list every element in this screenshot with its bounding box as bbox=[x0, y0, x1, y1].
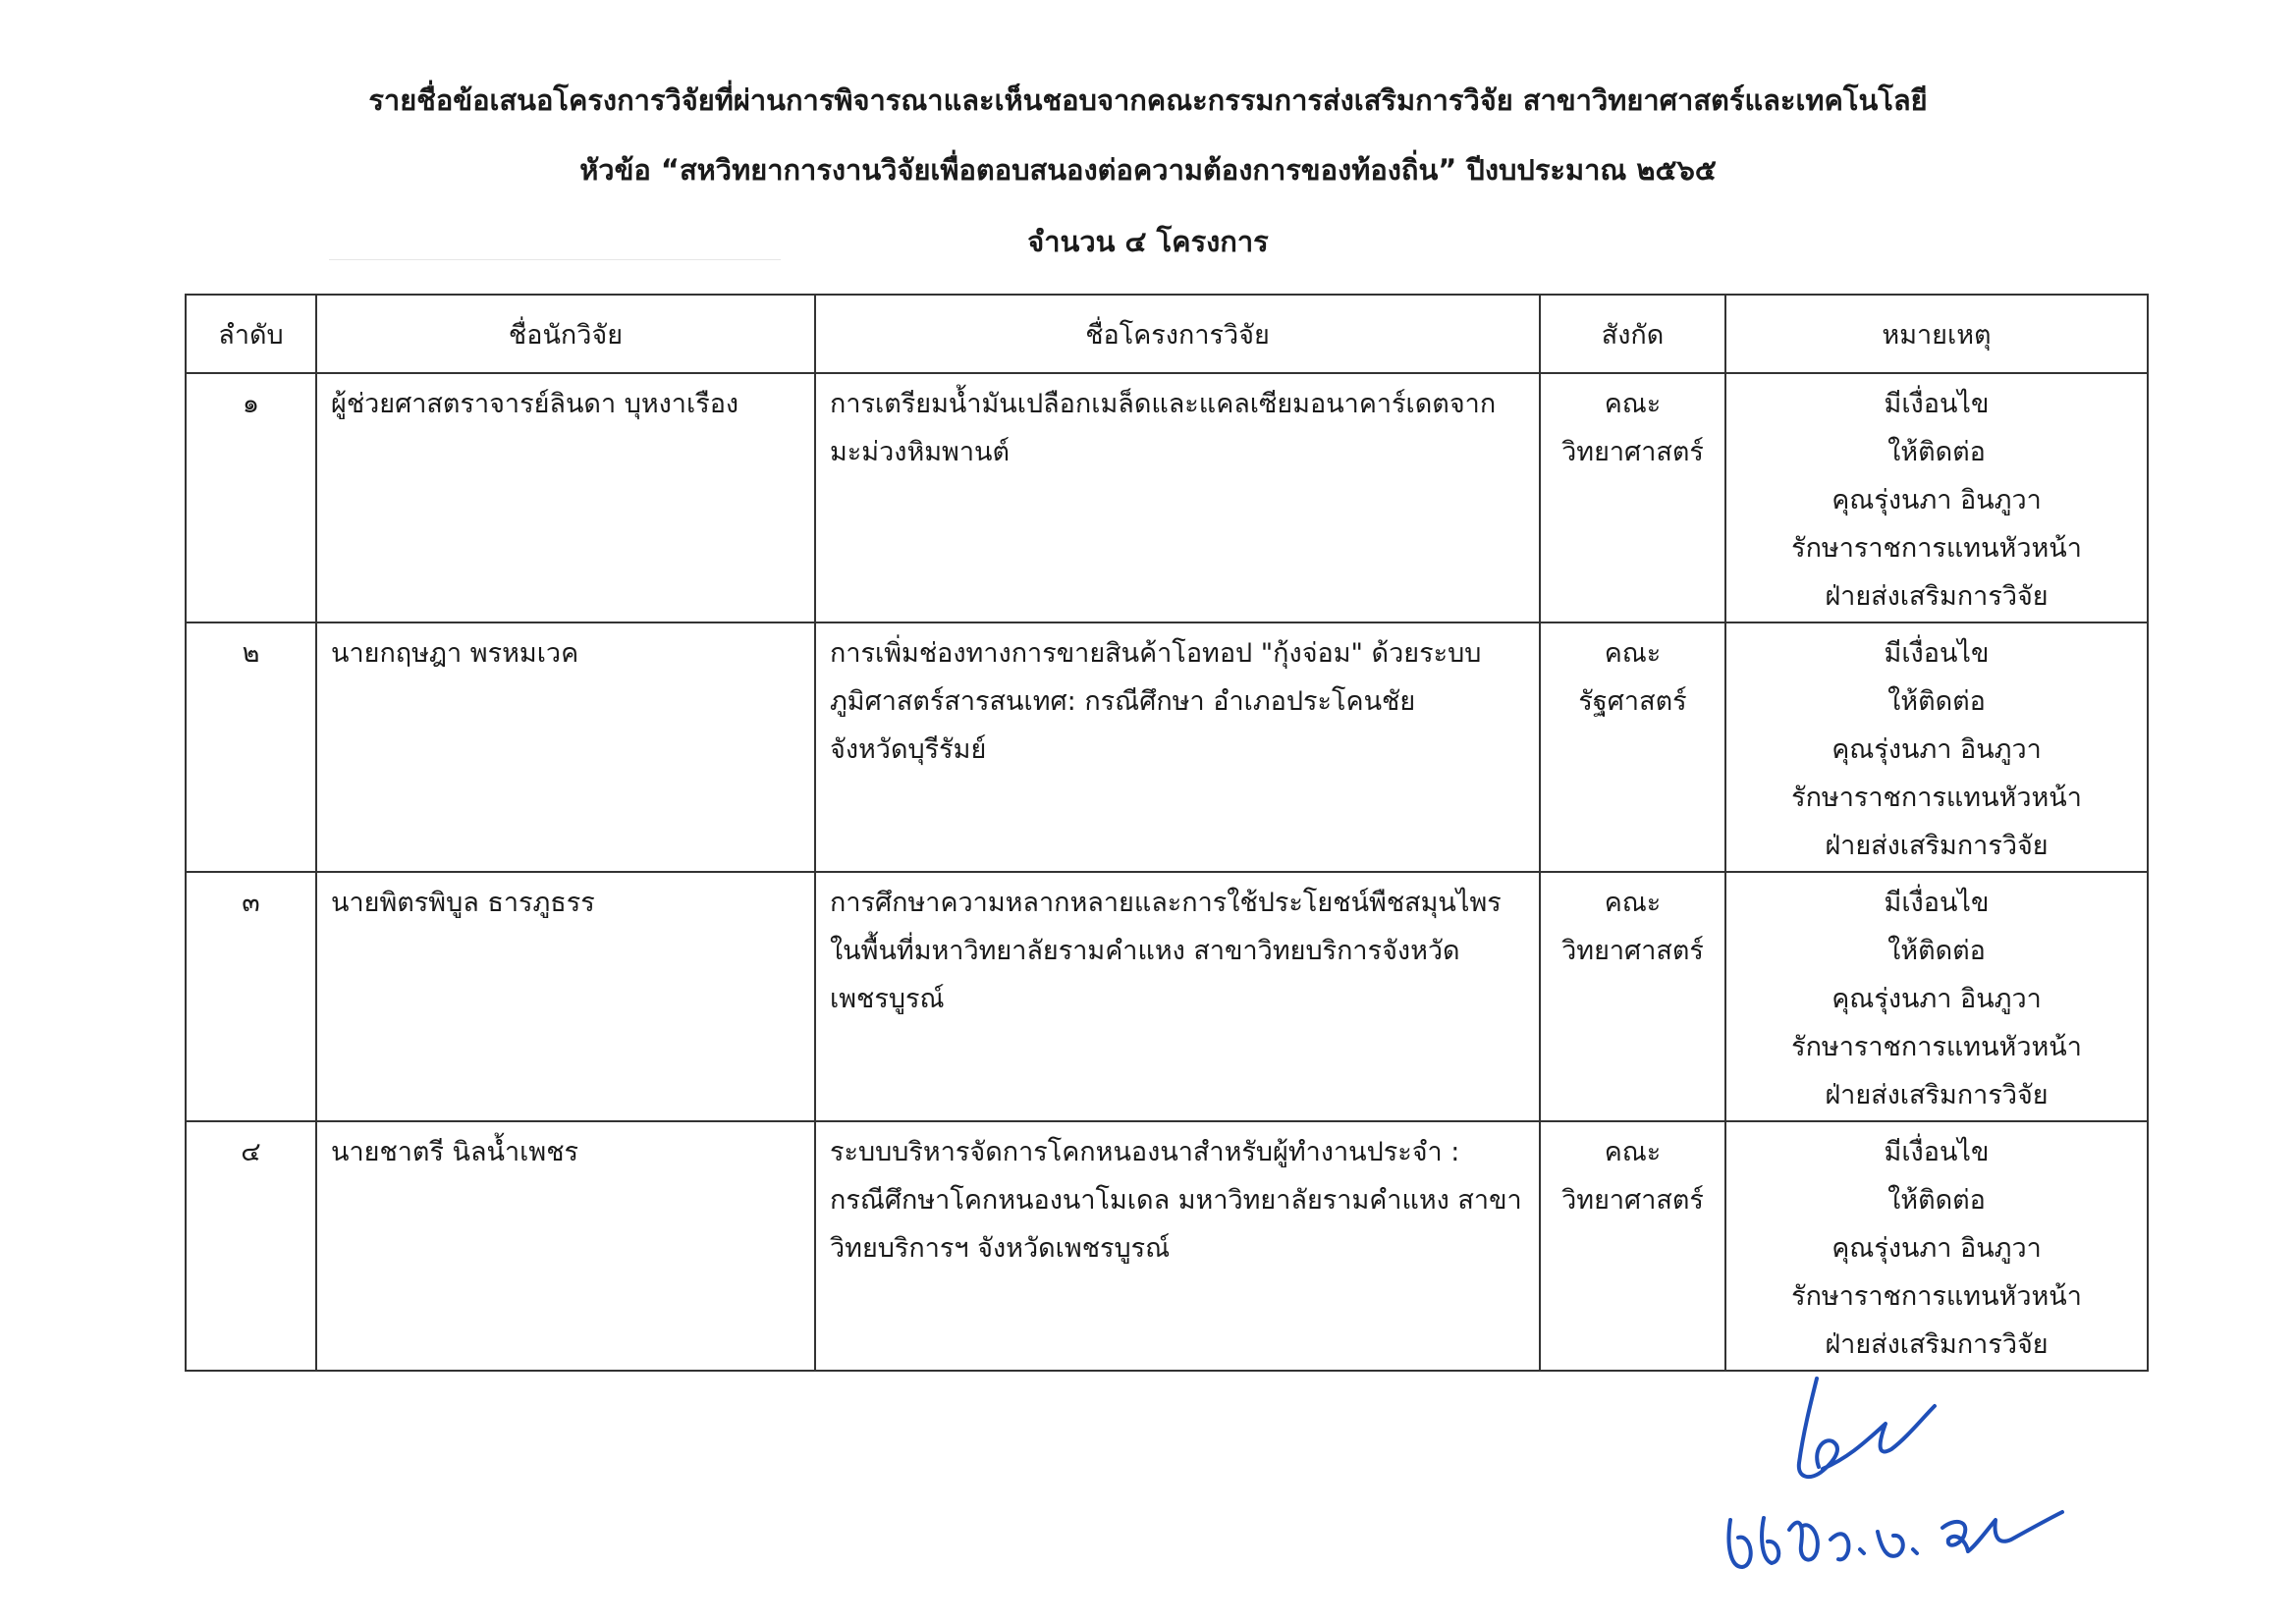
table-row bbox=[186, 373, 2148, 622]
affiliation-line: คณะ bbox=[1604, 888, 1662, 918]
project-title-line: มะม่วงหิมพานต์ bbox=[830, 437, 1010, 467]
remarks-line: มีเงื่อนไข bbox=[1884, 638, 1990, 669]
project-title bbox=[815, 373, 1540, 622]
remarks bbox=[1725, 1121, 2148, 1371]
remarks-line: คุณรุ่งนภา อินภูวา bbox=[1831, 734, 2042, 765]
affiliation bbox=[1540, 872, 1725, 1121]
project-title-line: การเตรียมน้ำมันเปลือกเมล็ดและแคลเซียมอนาคาร์เดตจาก bbox=[830, 389, 1497, 419]
remarks-line: รักษาราชการแทนหัวหน้า bbox=[1791, 533, 2082, 564]
header-remarks: หมายเหตุ bbox=[1725, 295, 2148, 373]
project-title-line: เพชรบูรณ์ bbox=[830, 984, 945, 1014]
project-title-line: จังหวัดบุรีรัมย์ bbox=[830, 734, 987, 765]
remarks-line: ฝ่ายส่งเสริมการวิจัย bbox=[1825, 1080, 2049, 1110]
remarks bbox=[1725, 373, 2148, 622]
remarks-line: มีเงื่อนไข bbox=[1884, 1137, 1990, 1167]
remarks-line: ฝ่ายส่งเสริมการวิจัย bbox=[1825, 581, 2049, 612]
faint-divider bbox=[329, 259, 781, 260]
remarks-line: รักษาราชการแทนหัวหน้า bbox=[1791, 1032, 2082, 1062]
remarks bbox=[1725, 622, 2148, 872]
handwritten-signature bbox=[1721, 1373, 2074, 1584]
signature-upper-stroke bbox=[1799, 1379, 1935, 1477]
affiliation bbox=[1540, 373, 1725, 622]
affiliation-line: วิทยาศาสตร์ bbox=[1561, 437, 1704, 467]
researcher-name: นายพิตรพิบูล ธารภูธรร bbox=[316, 872, 815, 1121]
table-row bbox=[186, 872, 2148, 1121]
remarks-line: ฝ่ายส่งเสริมการวิจัย bbox=[1825, 1329, 2049, 1360]
affiliation-line: วิทยาศาสตร์ bbox=[1561, 1185, 1704, 1216]
remarks-line: ฝ่ายส่งเสริมการวิจัย bbox=[1825, 831, 2049, 861]
affiliation-line: รัฐศาสตร์ bbox=[1578, 686, 1687, 717]
project-title-line: ในพื้นที่มหาวิทยาลัยรามคำแหง สาขาวิทยบริการจังหวัด bbox=[830, 936, 1460, 966]
remarks-line: คุณรุ่งนภา อินภูวา bbox=[1831, 984, 2042, 1014]
project-title-line: วิทยบริการฯ จังหวัดเพชรบูรณ์ bbox=[830, 1233, 1171, 1264]
project-title-line: การเพิ่มช่องทางการขายสินค้าโอทอป "กุ้งจ่อม" ด้วยระบบ bbox=[830, 638, 1482, 669]
project-title bbox=[815, 872, 1540, 1121]
header-no: ลำดับ bbox=[186, 295, 316, 373]
remarks-line: รักษาราชการแทนหัวหน้า bbox=[1791, 783, 2082, 813]
affiliation-line: คณะ bbox=[1604, 638, 1662, 669]
row-number: ๔ bbox=[186, 1121, 316, 1371]
header-affiliation: สังกัด bbox=[1540, 295, 1725, 373]
researcher-name: นายชาตรี นิลน้ำเพชร bbox=[316, 1121, 815, 1371]
header-researcher: ชื่อนักวิจัย bbox=[316, 295, 815, 373]
remarks-line: ให้ติดต่อ bbox=[1887, 936, 1986, 966]
remarks-line: คุณรุ่งนภา อินภูวา bbox=[1831, 485, 2042, 515]
row-number: ๒ bbox=[186, 622, 316, 872]
table-row bbox=[186, 622, 2148, 872]
researcher-name: ผู้ช่วยศาสตราจารย์ลินดา บุหงาเรือง bbox=[316, 373, 815, 622]
remarks-line: ให้ติดต่อ bbox=[1887, 1185, 1986, 1216]
project-count: จำนวน ๔ โครงการ bbox=[1027, 225, 1269, 258]
table-row bbox=[186, 1121, 2148, 1371]
table-header-row bbox=[186, 295, 2148, 373]
affiliation-line: คณะ bbox=[1604, 389, 1662, 419]
project-title-line: ระบบบริหารจัดการโคกหนองนาสำหรับผู้ทำงานประจำ : bbox=[830, 1137, 1460, 1167]
project-title bbox=[815, 622, 1540, 872]
approved-projects-table bbox=[185, 294, 2149, 1372]
signature-date-stroke bbox=[1729, 1512, 2063, 1567]
remarks-line: มีเงื่อนไข bbox=[1884, 888, 1990, 918]
remarks-line: ให้ติดต่อ bbox=[1887, 437, 1986, 467]
researcher-name: นายกฤษฎา พรหมเวค bbox=[316, 622, 815, 872]
remarks-line: ให้ติดต่อ bbox=[1887, 686, 1986, 717]
remarks bbox=[1725, 872, 2148, 1121]
affiliation-line: วิทยาศาสตร์ bbox=[1561, 936, 1704, 966]
row-number: ๓ bbox=[186, 872, 316, 1121]
affiliation bbox=[1540, 622, 1725, 872]
header-project: ชื่อโครงการวิจัย bbox=[815, 295, 1540, 373]
remarks-line: รักษาราชการแทนหัวหน้า bbox=[1791, 1281, 2082, 1312]
remarks-line: มีเงื่อนไข bbox=[1884, 389, 1990, 419]
project-title-line: ภูมิศาสตร์สารสนเทศ: กรณีศึกษา อำเภอประโคนชัย bbox=[830, 686, 1416, 717]
remarks-line: คุณรุ่งนภา อินภูวา bbox=[1831, 1233, 2042, 1264]
affiliation-line: คณะ bbox=[1604, 1137, 1662, 1167]
doc-subtitle: หัวข้อ “สหวิทยาการงานวิจัยเพื่อตอบสนองต่อความต้องการของท้องถิ่น” ปีงบประมาณ ๒๕๖๕ bbox=[579, 153, 1717, 187]
row-number: ๑ bbox=[186, 373, 316, 622]
project-title bbox=[815, 1121, 1540, 1371]
project-title-line: กรณีศึกษาโคกหนองนาโมเดล มหาวิทยาลัยรามคำแหง สาขา bbox=[830, 1185, 1522, 1216]
doc-title: รายชื่อข้อเสนอโครงการวิจัยที่ผ่านการพิจารณาและเห็นชอบจากคณะกรรมการส่งเสริมการวิจัย สาขาวิทยาศาสตร์และเทคโนโลยี bbox=[368, 83, 1928, 117]
project-title-line: การศึกษาความหลากหลายและการใช้ประโยชน์พืชสมุนไพร bbox=[830, 888, 1502, 918]
affiliation bbox=[1540, 1121, 1725, 1371]
